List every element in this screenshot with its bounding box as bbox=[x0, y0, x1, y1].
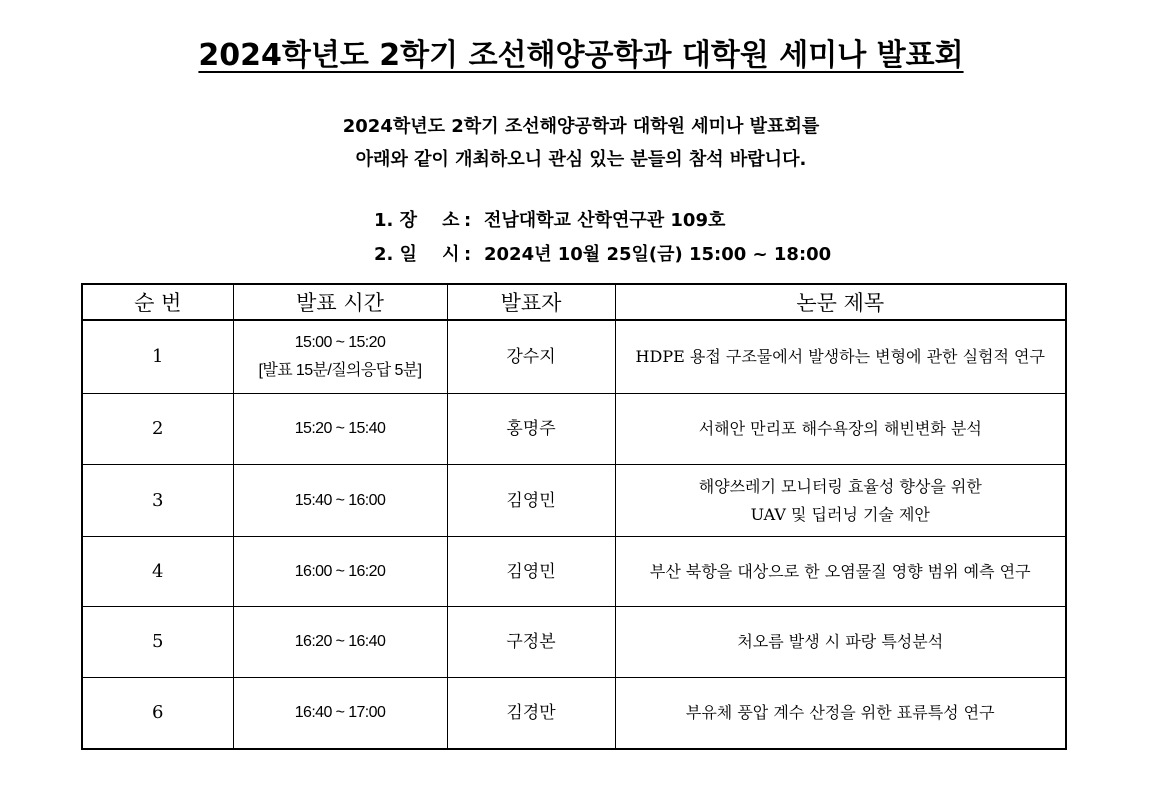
intro-line-2: 아래와 같이 개최하오니 관심 있는 분들의 참석 바랍니다. bbox=[355, 149, 807, 170]
table-row bbox=[82, 394, 1066, 465]
info-place-label: 1. 장 소 bbox=[374, 210, 460, 231]
table-header-row bbox=[82, 284, 1066, 320]
info-place-row bbox=[374, 204, 831, 238]
seminar-schedule-table bbox=[81, 283, 1067, 750]
row-time-note: [발표 15분/질의응답 5분] bbox=[258, 362, 422, 379]
document-title-text: 2024학년도 2학기 조선해양공학과 대학원 세미나 발표회 bbox=[198, 38, 964, 73]
row-time: 16:00 ~ 16:20 bbox=[233, 537, 447, 607]
row-time-range: 15:00 ~ 15:20 bbox=[294, 334, 386, 351]
row-number: 3 bbox=[82, 465, 233, 537]
row-paper-title: 서해안 만리포 해수욕장의 해빈변화 분석 bbox=[615, 394, 1066, 465]
intro-paragraph bbox=[0, 110, 1162, 176]
info-date-label: 2. 일 시 bbox=[374, 244, 460, 265]
row-presenter: 강수지 bbox=[447, 320, 615, 394]
intro-line-1: 2024학년도 2학기 조선해양공학과 대학원 세미나 발표회를 bbox=[342, 116, 820, 137]
row-time: 15:20 ~ 15:40 bbox=[233, 394, 447, 465]
row-number: 4 bbox=[82, 537, 233, 607]
row-time: 16:20 ~ 16:40 bbox=[233, 607, 447, 678]
header-number: 순 번 bbox=[82, 284, 233, 320]
row-number: 2 bbox=[82, 394, 233, 465]
row-paper-title: 부산 북항을 대상으로 한 오염물질 영향 범위 예측 연구 bbox=[615, 537, 1066, 607]
row-paper-title bbox=[615, 465, 1066, 537]
table-row bbox=[82, 320, 1066, 394]
row-presenter: 홍명주 bbox=[447, 394, 615, 465]
row-time bbox=[233, 320, 447, 394]
row-paper-title-line-2: UAV 및 딥러닝 기술 제안 bbox=[750, 504, 930, 524]
row-presenter: 김영민 bbox=[447, 465, 615, 537]
row-presenter: 김경만 bbox=[447, 678, 615, 750]
row-number: 5 bbox=[82, 607, 233, 678]
info-date-separator: : bbox=[464, 244, 472, 265]
table-row bbox=[82, 678, 1066, 750]
info-place-separator: : bbox=[464, 210, 472, 231]
row-paper-title-line-1: 해양쓰레기 모니터링 효율성 향상을 위한 bbox=[698, 476, 982, 496]
row-time: 15:40 ~ 16:00 bbox=[233, 465, 447, 537]
header-presenter: 발표자 bbox=[447, 284, 615, 320]
table-row bbox=[82, 465, 1066, 537]
row-paper-title: 처오름 발생 시 파랑 특성분석 bbox=[615, 607, 1066, 678]
row-paper-title: 부유체 풍압 계수 산정을 위한 표류특성 연구 bbox=[615, 678, 1066, 750]
table-row bbox=[82, 607, 1066, 678]
row-presenter: 김영민 bbox=[447, 537, 615, 607]
info-place-value: 전남대학교 산학연구관 109호 bbox=[484, 210, 726, 231]
row-number: 1 bbox=[82, 320, 233, 394]
document-title bbox=[0, 36, 1162, 76]
table-row bbox=[82, 537, 1066, 607]
row-paper-title bbox=[615, 320, 1066, 394]
event-info bbox=[374, 204, 831, 272]
info-date-value: 2024년 10월 25일(금) 15:00 ~ 18:00 bbox=[484, 244, 832, 265]
info-date-row bbox=[374, 238, 831, 272]
row-presenter: 구정본 bbox=[447, 607, 615, 678]
header-time: 발표 시간 bbox=[233, 284, 447, 320]
row-time: 16:40 ~ 17:00 bbox=[233, 678, 447, 750]
header-paper-title: 논문 제목 bbox=[615, 284, 1066, 320]
row-number: 6 bbox=[82, 678, 233, 750]
row-paper-title-line: HDPE 용접 구조물에서 발생하는 변형에 관한 실험적 연구 bbox=[635, 347, 1045, 366]
